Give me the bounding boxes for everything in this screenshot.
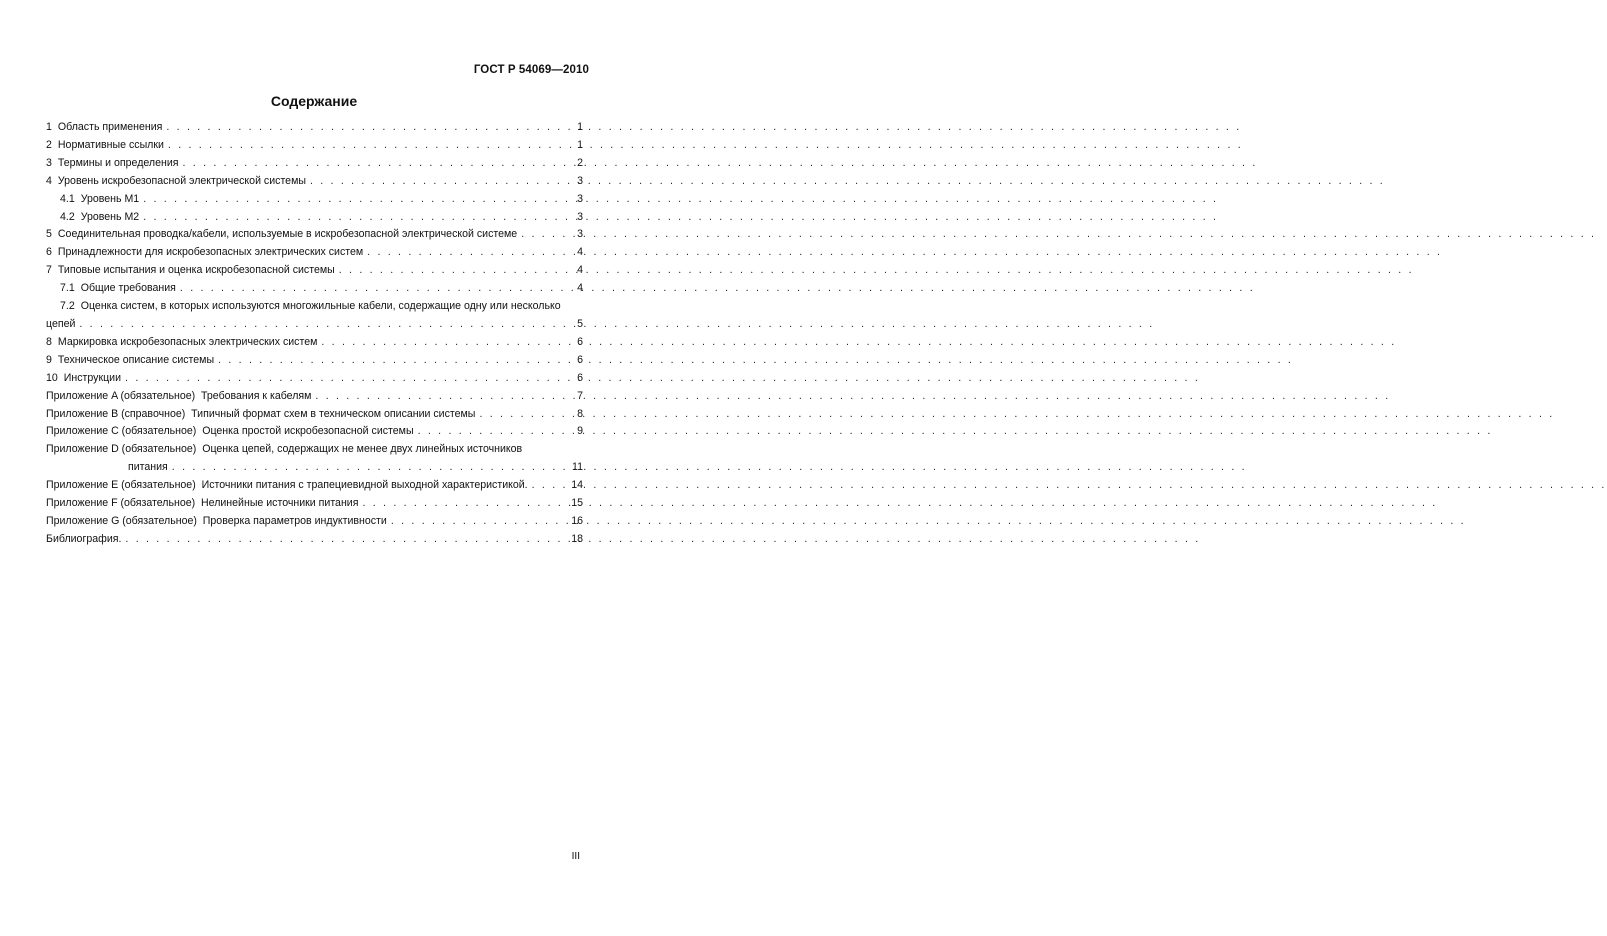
toc-entry-label: Приложение A (обязательное) Требования к кабелям — [46, 389, 312, 402]
toc-entry-page: 3 — [577, 174, 583, 187]
dot-leader — [418, 423, 570, 441]
toc-entry-label: Термины и определения — [57, 156, 179, 169]
toc-entry-appendix-d[interactable] — [46, 441, 583, 477]
toc-entry-9[interactable] — [46, 352, 583, 370]
toc-entry-7[interactable] — [46, 262, 583, 280]
dot-leader — [125, 370, 570, 388]
toc-entry-label: Библиография. — [46, 532, 122, 545]
dot-leader — [367, 244, 570, 262]
toc-entry-number: 1 — [46, 121, 52, 133]
toc-entry-number: 4 — [46, 174, 52, 187]
toc-entry-page: 14 — [571, 479, 583, 492]
toc-entry-page: 6 — [577, 335, 583, 348]
toc-entry-2[interactable] — [46, 137, 583, 155]
dot-leader — [172, 459, 569, 477]
toc-entry-7-2[interactable] — [46, 298, 583, 334]
toc-entry-label-continued: цепей — [46, 317, 76, 330]
toc-entry-line — [46, 316, 583, 334]
dot-leader — [183, 155, 570, 173]
toc-entry-number: 5 — [46, 228, 52, 241]
toc-entry-6[interactable] — [46, 244, 583, 262]
toc-entry-page: 9 — [577, 425, 583, 438]
toc-entry-number: 7.1 — [60, 282, 75, 295]
toc-entry-label: Маркировка искробезопасных электрических систем — [57, 335, 318, 348]
toc-entry-appendix-g[interactable] — [46, 513, 583, 531]
dot-leader — [321, 334, 570, 352]
toc-entry-4[interactable] — [46, 173, 583, 191]
toc-entry-10[interactable] — [46, 370, 583, 388]
dot-leader — [143, 191, 570, 209]
toc-entry-appendix-c[interactable] — [46, 423, 583, 441]
dot-leader — [166, 119, 570, 137]
toc-entry-page: 7 — [577, 389, 583, 402]
dot-leader — [180, 280, 570, 298]
toc-entry-1[interactable] — [46, 119, 583, 137]
toc-entry-page: 4 — [577, 246, 583, 259]
dot-leader — [125, 531, 568, 549]
toc-entry-page: 6 — [577, 353, 583, 366]
toc-entry-label: Соединительная проводка/кабели, используемые в искробезопасной электрической системе — [57, 228, 518, 241]
toc-entry-appendix-a[interactable] — [46, 388, 583, 406]
toc-entry-number: 6 — [46, 246, 52, 259]
dot-leader — [339, 262, 570, 280]
toc-entry-number: 7.2 — [60, 300, 75, 313]
page-title: Содержание — [270, 93, 358, 109]
toc-entry-label: Приложение G (обязательное) Проверка параметров индуктивности — [46, 514, 387, 527]
toc-entry-5[interactable] — [46, 226, 583, 244]
toc-entry-label: Оценка систем, в которых используются многожильные кабели, содержащие одну или несколько — [80, 300, 561, 313]
toc-entry-page: 8 — [577, 407, 583, 420]
toc-entry-number: 7 — [46, 264, 52, 277]
toc-entry-page: 2 — [577, 156, 583, 169]
toc-entry-page: 6 — [577, 371, 583, 384]
toc-entry-3[interactable] — [46, 155, 583, 173]
toc-entry-page: 3 — [577, 192, 583, 205]
toc-entry-page: 1 — [577, 121, 583, 133]
toc-entry-label: Общие требования — [80, 282, 176, 295]
toc-entry-line: Приложение D (обязательное) Оценка цепей, содержащих не менее двух линейных источников — [46, 443, 523, 456]
toc-entry-label: Типовые испытания и оценка искробезопасной системы — [57, 264, 335, 277]
toc-entry-label: Уровень M1 — [80, 192, 140, 205]
toc-entry-page: 3 — [577, 210, 583, 223]
dot-leader — [479, 406, 570, 424]
toc-entry-number: 3 — [46, 156, 52, 169]
toc-entry-number: 9 — [46, 353, 52, 366]
table-of-contents — [46, 119, 583, 549]
toc-entry-page: 4 — [577, 264, 583, 277]
toc-entry-line — [46, 298, 583, 316]
toc-entry-page: 18 — [571, 532, 583, 545]
page-number: III — [571, 851, 580, 862]
dot-leader — [310, 173, 570, 191]
toc-entry-appendix-b[interactable] — [46, 406, 583, 424]
toc-entry-number: 4.1 — [60, 192, 75, 205]
toc-entry-page: 16 — [571, 514, 583, 527]
toc-entry-8[interactable] — [46, 334, 583, 352]
toc-entry-label: Техническое описание системы — [57, 353, 215, 366]
dot-leader — [79, 316, 570, 334]
dot-leader — [168, 137, 570, 155]
dot-leader — [143, 209, 570, 227]
dot-leader — [315, 388, 570, 406]
toc-entry-label-continued: питания — [128, 461, 168, 474]
toc-entry-label: Нормативные ссылки — [57, 138, 164, 151]
toc-entry-number: 4.2 — [60, 210, 75, 223]
dot-leader — [391, 513, 568, 531]
toc-entry-number: 8 — [46, 335, 52, 348]
dot-leader — [532, 477, 569, 495]
toc-entry-bibliography[interactable] — [46, 531, 583, 549]
toc-entry-appendix-f[interactable] — [46, 495, 583, 513]
toc-entry-page: 3 — [577, 228, 583, 241]
toc-entry-label: Приложение E (обязательное) Источники питания с трапециевидной выходной характеристикой. — [46, 479, 528, 492]
toc-entry-page: 11 — [572, 461, 583, 474]
document-standard-code: ГОСТ Р 54069—2010 — [473, 64, 589, 76]
dot-leader — [218, 352, 570, 370]
toc-entry-number: 2 — [46, 138, 52, 151]
toc-entry-label: Приложение B (справочное) Типичный формат схем в техническом описании системы — [46, 407, 476, 420]
toc-entry-4-1[interactable] — [46, 191, 583, 209]
toc-entry-label: Область применения — [57, 121, 163, 133]
toc-entry-label: Приложение C (обязательное) Оценка простой искробезопасной системы — [46, 425, 414, 438]
toc-entry-page: 4 — [577, 282, 583, 295]
toc-entry-label: Уровень M2 — [80, 210, 140, 223]
toc-entry-label: Уровень искробезопасной электрической системы — [57, 174, 306, 187]
toc-entry-7-1[interactable] — [46, 280, 583, 298]
dot-leader — [362, 495, 568, 513]
toc-entry-label: Принадлежности для искробезопасных электрических систем — [57, 246, 364, 259]
toc-entry-line — [46, 459, 583, 477]
toc-entry-page: 5 — [577, 317, 583, 330]
toc-entry-number: 10 — [46, 371, 58, 384]
toc-entry-appendix-e[interactable] — [46, 477, 583, 495]
toc-entry-label: Инструкции — [63, 371, 122, 384]
toc-entry-page: 1 — [577, 138, 583, 151]
toc-entry-label: Приложение F (обязательное) Нелинейные источники питания — [46, 497, 359, 510]
dot-leader — [521, 226, 570, 244]
toc-entry-4-2[interactable] — [46, 209, 583, 227]
toc-entry-page: 15 — [571, 497, 583, 510]
